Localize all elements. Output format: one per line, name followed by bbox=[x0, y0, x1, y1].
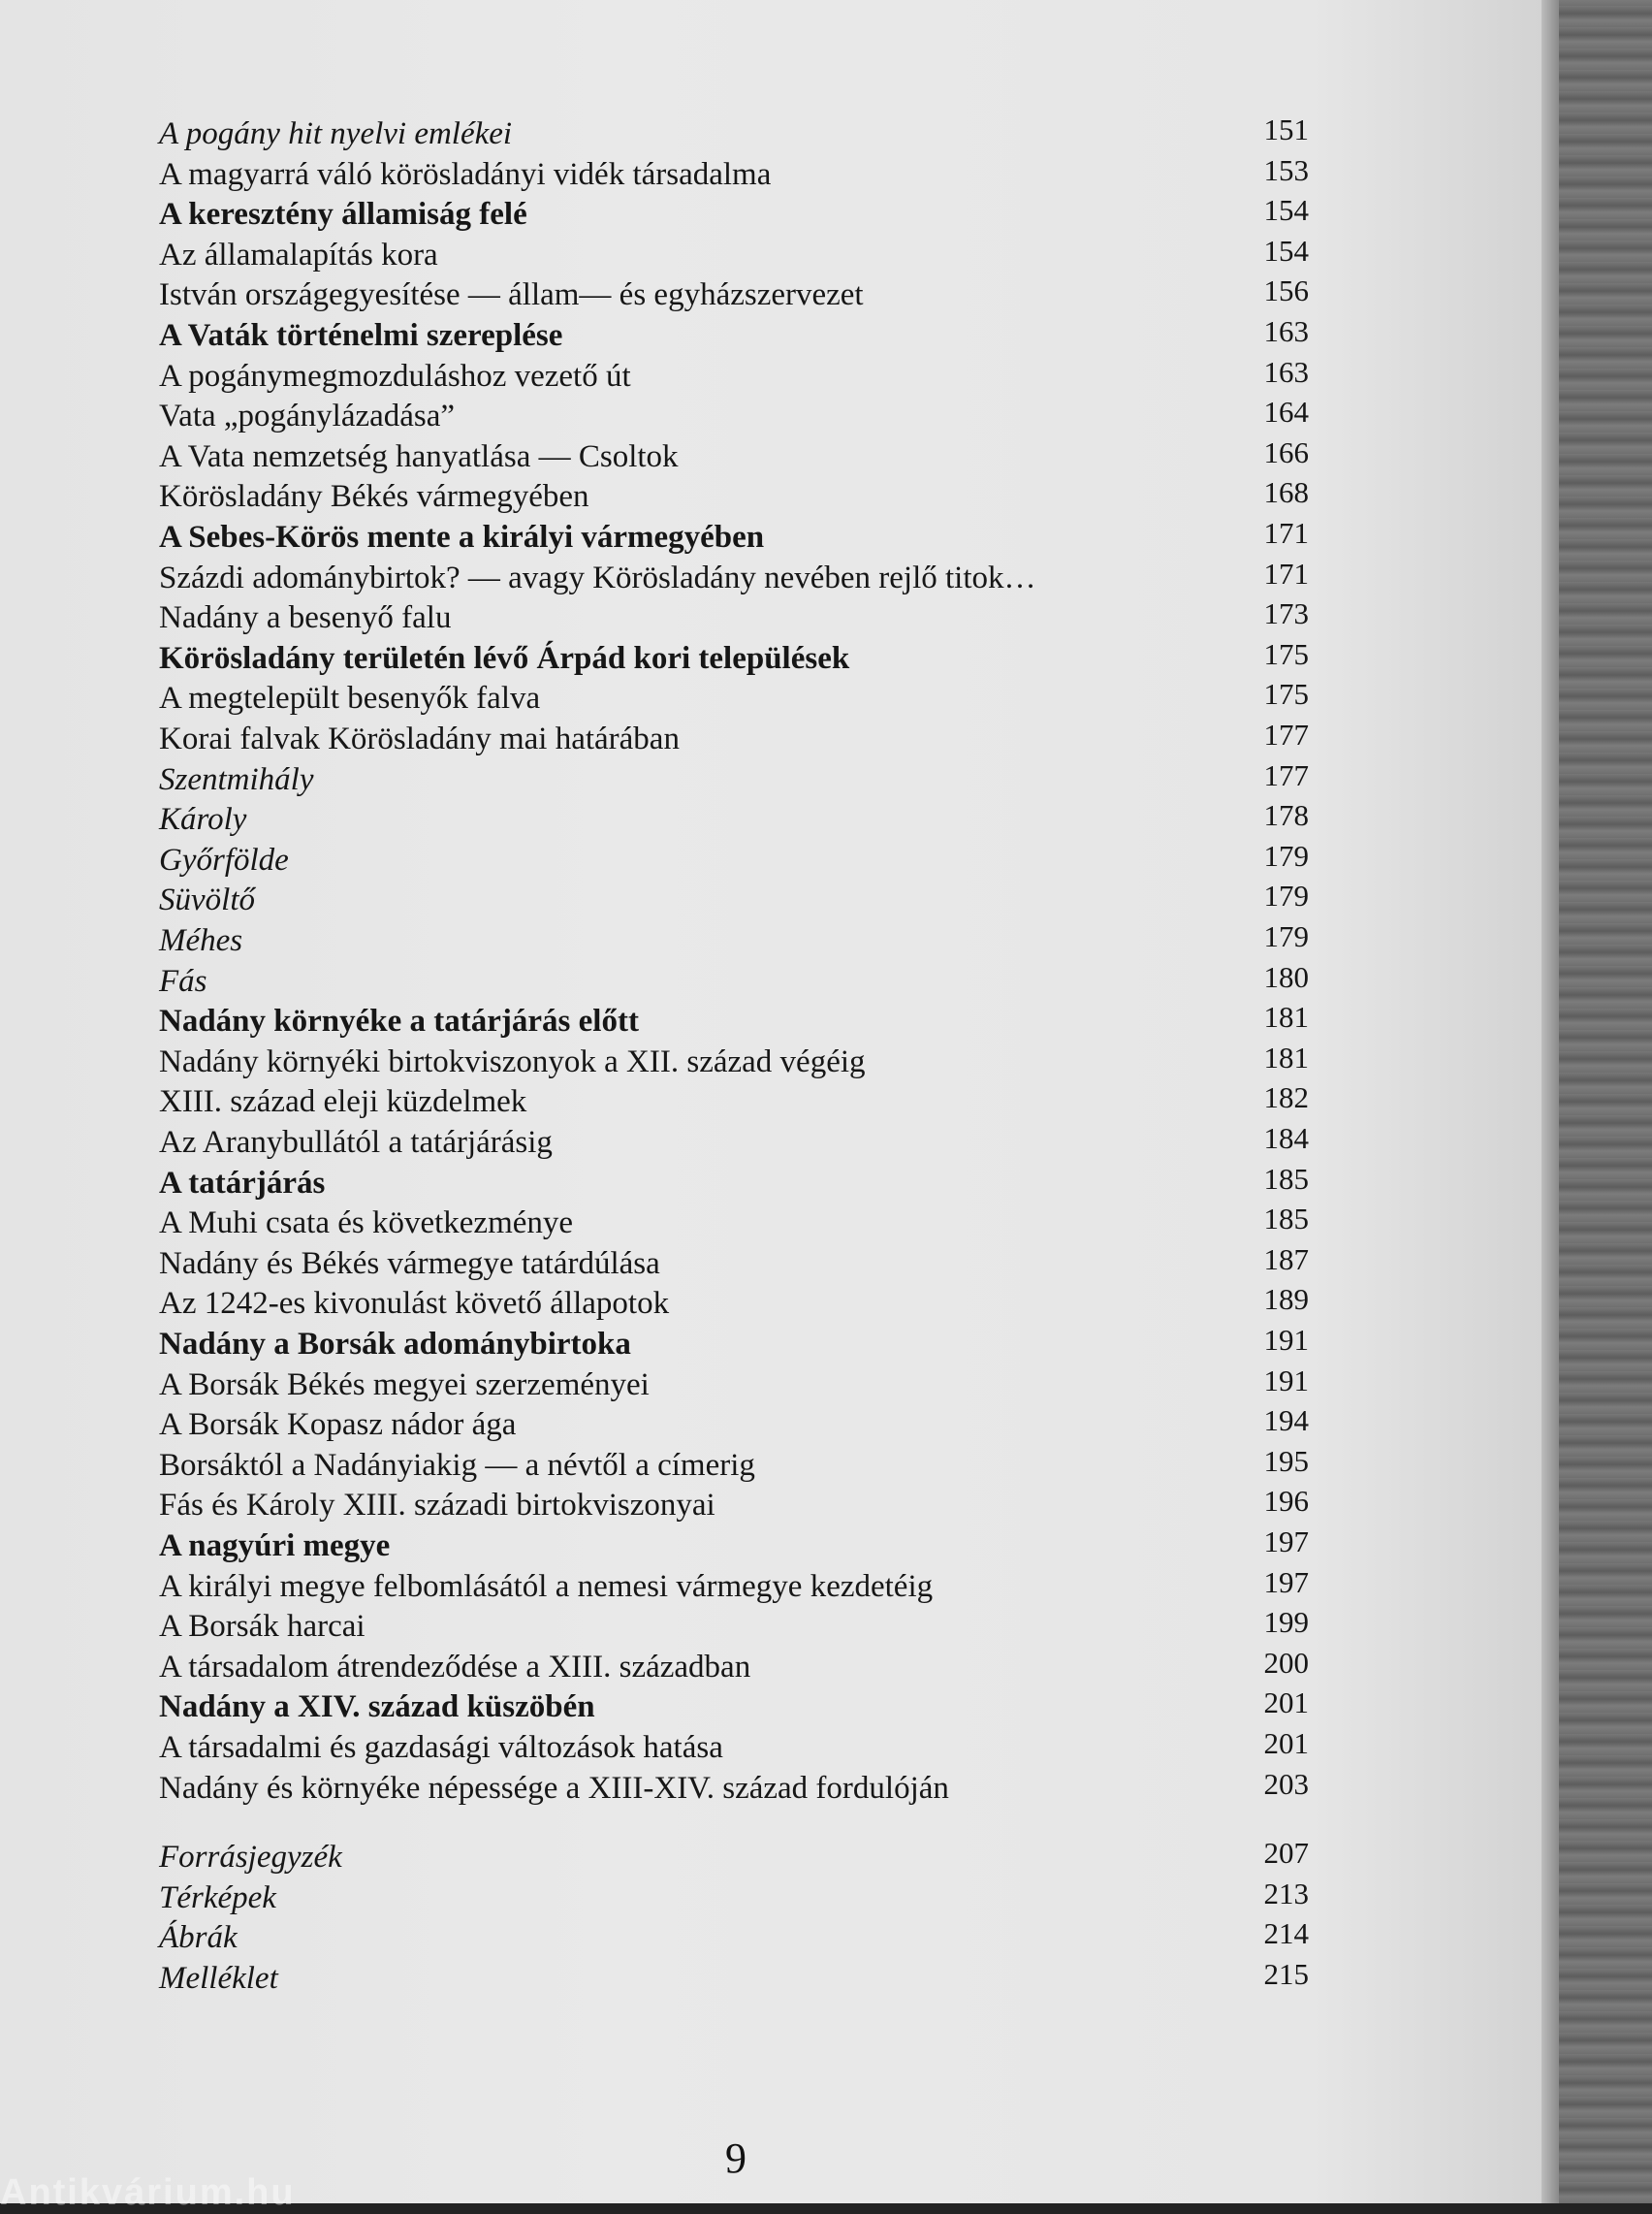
toc-entry-title: A királyi megye felbomlásától a nemesi vármegye kezdetéig bbox=[159, 1568, 934, 1604]
toc-entry-page: 171 bbox=[1263, 516, 1309, 550]
toc-entry bbox=[155, 114, 1309, 153]
toc-entry bbox=[155, 757, 1309, 799]
toc-entry-page: 164 bbox=[1263, 395, 1309, 430]
toc-entry-title: Körösladány Békés vármegyében bbox=[159, 479, 589, 515]
toc-entry-title: A társadalom átrendeződése a XIII. században bbox=[159, 1649, 751, 1685]
toc-entry-title: A Muhi csata és következménye bbox=[159, 1205, 574, 1241]
toc-entry-page: 151 bbox=[1263, 112, 1309, 146]
toc-entry-page: 166 bbox=[1263, 434, 1309, 469]
toc-entry-page: 178 bbox=[1263, 798, 1309, 833]
toc-entry-page: 175 bbox=[1263, 636, 1309, 671]
toc-entry-title: A Borsák Békés megyei szerzeményei bbox=[159, 1366, 650, 1402]
toc-entry-title: Győrfölde bbox=[159, 842, 289, 878]
toc-entry-page: 163 bbox=[1263, 354, 1309, 389]
toc-entry-page: 181 bbox=[1263, 1000, 1309, 1035]
toc-entry bbox=[155, 1878, 1309, 1917]
toc-entry-page: 187 bbox=[1263, 1241, 1309, 1276]
toc-entry bbox=[155, 1443, 1309, 1485]
toc-entry bbox=[155, 1241, 1309, 1283]
toc-entry-page: 171 bbox=[1263, 556, 1309, 591]
toc-entry-title: A magyarrá váló körösladányi vidék társadalma bbox=[159, 156, 772, 192]
toc-entry-page: 197 bbox=[1263, 1524, 1309, 1558]
toc-entry-page: 195 bbox=[1263, 1443, 1309, 1478]
toc-entry bbox=[155, 1082, 1309, 1121]
toc-entry-title: Az Aranybullától a tatárjárásig bbox=[159, 1125, 553, 1160]
toc-entry-title: Károly bbox=[159, 802, 247, 838]
toc-entry-title: XIII. század eleji küzdelmek bbox=[159, 1084, 527, 1120]
toc-entry bbox=[155, 1123, 1309, 1162]
toc-entry-page: 180 bbox=[1263, 959, 1309, 994]
toc-entry-page: 201 bbox=[1263, 1726, 1309, 1760]
toc-entry-title: Korai falvak Körösladány mai határában bbox=[159, 722, 680, 756]
toc-entry-title: A pogány hit nyelvi emlékei bbox=[159, 116, 513, 151]
toc-entry-title: Süvöltő bbox=[159, 882, 255, 918]
toc-entry bbox=[155, 1918, 1309, 1957]
toc-entry bbox=[155, 316, 1309, 355]
toc-entry bbox=[155, 1728, 1309, 1767]
toc-entry bbox=[155, 434, 1309, 476]
page-edge-background bbox=[1541, 0, 1652, 2203]
toc-entry bbox=[155, 1838, 1309, 1877]
toc-entry bbox=[155, 1203, 1309, 1242]
watermark: Antikvárium.hu bbox=[0, 2172, 296, 2213]
toc-entry bbox=[155, 233, 1309, 274]
toc-entry bbox=[155, 881, 1309, 919]
toc-entry-title: Százdi adománybirtok? — avagy Körösladány nevében rejlő titok… bbox=[159, 560, 1036, 595]
toc-entry bbox=[155, 1486, 1309, 1524]
toc-entry bbox=[155, 1564, 1309, 1606]
toc-entry-title: Ábrák bbox=[159, 1920, 238, 1956]
toc-entry-page: 191 bbox=[1263, 1363, 1309, 1397]
toc-entry-page: 173 bbox=[1263, 596, 1309, 631]
toc-entry-title: Az államalapítás kora bbox=[159, 237, 438, 273]
toc-entry-title: A Vaták történelmi szereplése bbox=[159, 318, 563, 353]
toc-entry-title: Nadány környéki birtokviszonyok a XII. század végéig bbox=[159, 1043, 866, 1079]
toc-entry-title: A keresztény államiság felé bbox=[159, 197, 527, 233]
toc-entry-page: 207 bbox=[1263, 1836, 1309, 1870]
toc-entry bbox=[155, 556, 1309, 597]
toc-entry bbox=[155, 518, 1309, 557]
toc-entry bbox=[155, 1526, 1309, 1565]
toc-entry-title: Nadány a XIV. század küszöbén bbox=[159, 1689, 595, 1725]
toc-entry-page: 194 bbox=[1263, 1403, 1309, 1438]
toc-entry-title: Vata „pogánylázadása” bbox=[159, 399, 456, 434]
toc-entry-page: 154 bbox=[1263, 233, 1309, 268]
toc-entry-page: 213 bbox=[1263, 1876, 1309, 1910]
toc-entry-title: István országegyesítése — állam— és egyházszervezet bbox=[159, 277, 864, 313]
toc-entry-page: 154 bbox=[1263, 193, 1309, 228]
toc-entry-page: 163 bbox=[1263, 314, 1309, 348]
toc-entry-page: 156 bbox=[1263, 273, 1309, 308]
toc-entry-title: Forrásjegyzék bbox=[159, 1840, 342, 1875]
toc-entry-title: A Borsák Kopasz nádor ága bbox=[159, 1407, 517, 1443]
toc-entry-page: 185 bbox=[1263, 1202, 1309, 1236]
toc-entry-title: Nadány és Békés vármegye tatárdúlása bbox=[159, 1245, 660, 1281]
toc-entry bbox=[155, 1766, 1309, 1808]
toc-entry-title: Melléklet bbox=[159, 1960, 278, 1996]
toc-entry bbox=[155, 959, 1309, 1001]
toc-entry bbox=[155, 275, 1309, 314]
toc-entry-title: Fás és Károly XIII. századi birtokviszonyai bbox=[159, 1488, 715, 1524]
toc-entry-title: Körösladány területén lévő Árpád kori települések bbox=[159, 640, 850, 676]
toc-entry-title: Méhes bbox=[159, 923, 243, 958]
toc-entry-page: 214 bbox=[1263, 1916, 1309, 1951]
toc-entry-page: 168 bbox=[1263, 475, 1309, 510]
toc-entry-page: 196 bbox=[1263, 1484, 1309, 1519]
toc-entry-title: Szentmihály bbox=[159, 761, 314, 797]
toc-entry bbox=[155, 477, 1309, 516]
toc-entry bbox=[155, 1161, 1309, 1203]
toc-entry-page: 175 bbox=[1263, 677, 1309, 712]
toc-entry bbox=[155, 1325, 1309, 1364]
toc-entry-title: Fás bbox=[159, 963, 207, 999]
toc-entry bbox=[155, 1040, 1309, 1081]
toc-entry bbox=[155, 397, 1309, 435]
toc-entry bbox=[155, 838, 1309, 880]
toc-entry-page: 191 bbox=[1263, 1323, 1309, 1357]
toc-entry bbox=[155, 1365, 1309, 1404]
toc-entry-title: A pogánymegmozduláshoz vezető út bbox=[159, 358, 631, 394]
toc-entry bbox=[155, 152, 1309, 194]
toc-entry bbox=[155, 195, 1309, 234]
toc-entry-title: Nadány és környéke népessége a XIII-XIV. század fordulóján bbox=[159, 1770, 949, 1806]
toc-entry-page: 200 bbox=[1263, 1645, 1309, 1680]
toc-entry bbox=[155, 1956, 1309, 1998]
toc-entry bbox=[155, 354, 1309, 396]
toc-entry-title: Nadány a besenyő falu bbox=[159, 600, 452, 636]
toc-entry bbox=[155, 1687, 1309, 1726]
toc-entry-title: Térképek bbox=[159, 1879, 276, 1915]
toc-entry-title: Nadány a Borsák adománybirtoka bbox=[159, 1327, 631, 1362]
toc-entry-page: 153 bbox=[1263, 152, 1309, 187]
toc-entry-page: 182 bbox=[1263, 1080, 1309, 1115]
toc-entry-title: Az 1242-es kivonulást követő állapotok bbox=[159, 1286, 670, 1322]
page-number: 9 bbox=[725, 2134, 747, 2182]
toc-entry-page: 177 bbox=[1263, 718, 1309, 752]
toc-entry bbox=[155, 1284, 1309, 1323]
toc-entry-page: 197 bbox=[1263, 1564, 1309, 1599]
toc-entry-title: A Borsák harcai bbox=[159, 1609, 365, 1645]
toc-entry bbox=[155, 1607, 1309, 1646]
toc-entry-page: 199 bbox=[1263, 1605, 1309, 1640]
toc-entry bbox=[155, 800, 1309, 839]
toc-entry-title: A tatárjárás bbox=[159, 1165, 326, 1201]
toc-entry-page: 185 bbox=[1263, 1161, 1309, 1196]
toc-entry-title: Borsáktól a Nadányiakig — a névtől a címerig bbox=[159, 1447, 755, 1483]
toc-entry-page: 179 bbox=[1263, 879, 1309, 914]
toc-entry bbox=[155, 921, 1309, 960]
toc-entry-title: A Sebes-Körös mente a királyi vármegyében bbox=[159, 520, 765, 555]
toc-entry-page: 179 bbox=[1263, 919, 1309, 953]
toc-entry bbox=[155, 1002, 1309, 1041]
toc-entry bbox=[155, 598, 1309, 637]
toc-entry-page: 203 bbox=[1263, 1766, 1309, 1801]
toc-entry bbox=[155, 679, 1309, 718]
toc-entry-page: 177 bbox=[1263, 757, 1309, 792]
toc-entry-title: Nadány környéke a tatárjárás előtt bbox=[159, 1004, 639, 1040]
toc-entry bbox=[155, 1405, 1309, 1444]
toc-entry-title: A társadalmi és gazdasági változások hatása bbox=[159, 1730, 723, 1765]
toc-entry-title: A Vata nemzetség hanyatlása — Csoltok bbox=[159, 438, 679, 474]
toc-entry bbox=[155, 636, 1309, 678]
toc-entry-page: 184 bbox=[1263, 1121, 1309, 1155]
toc-entry-page: 181 bbox=[1263, 1040, 1309, 1075]
toc-entry-page: 201 bbox=[1263, 1685, 1309, 1720]
toc-entry-title: A nagyúri megye bbox=[159, 1528, 391, 1563]
toc-entry-page: 189 bbox=[1263, 1282, 1309, 1317]
toc-entry-title: A megtelepült besenyők falva bbox=[159, 681, 541, 717]
toc-entry-page: 215 bbox=[1263, 1956, 1309, 1991]
toc-entry-page: 179 bbox=[1263, 838, 1309, 873]
toc-entry bbox=[155, 1645, 1309, 1686]
toc-entry bbox=[155, 720, 1309, 758]
